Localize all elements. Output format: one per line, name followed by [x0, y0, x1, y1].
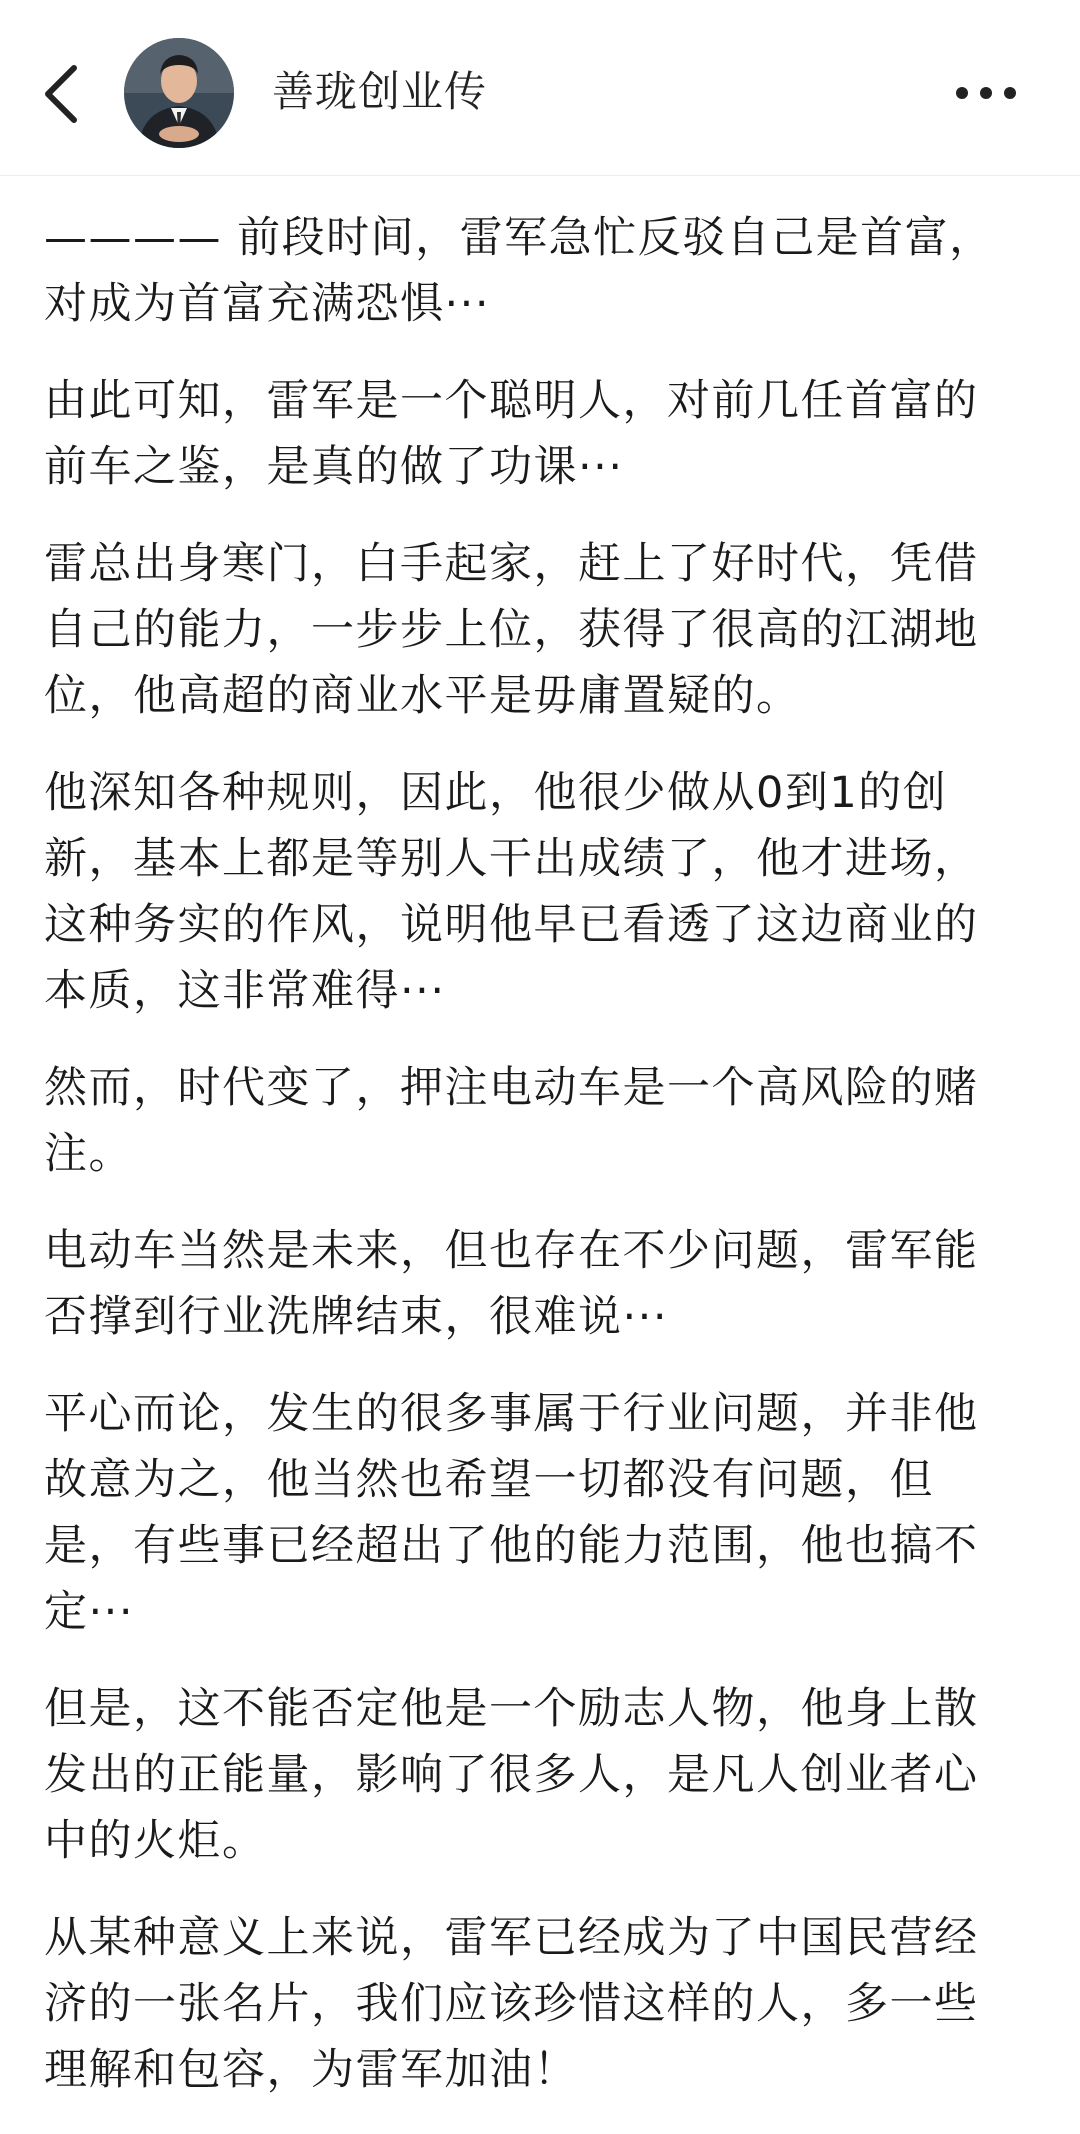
top-bar — [0, 0, 1080, 176]
author-name[interactable]: 善珑创业传 — [272, 67, 488, 116]
article-paragraph: ———— 前段时间，雷军急忙反驳自己是首富，对成为首富充满恐惧··· — [44, 213, 994, 329]
more-dots-icon — [936, 70, 1036, 116]
article-body — [44, 205, 1019, 2134]
article-paragraph: 但是，这不能否定他是一个励志人物，他身上散发出的正能量，影响了很多人，是凡人创业者心中的火炬。 — [44, 1684, 979, 1866]
article-paragraph: 雷总出身寒门，白手起家，赶上了好时代，凭借自己的能力，一步步上位，获得了很高的江湖地位，他高超的商业水平是毋庸置疑的。 — [44, 539, 979, 721]
more-options-button[interactable] — [936, 70, 1036, 116]
article-paragraph: 从某种意义上来说，雷军已经成为了中国民营经济的一张名片，我们应该珍惜这样的人，多一些理解和包容，为雷军加油！ — [44, 1913, 979, 2095]
article-paragraph: 由此可知，雷军是一个聪明人，对前几任首富的前车之鉴，是真的做了功课··· — [44, 376, 979, 492]
chevron-left-icon — [36, 54, 92, 134]
article-paragraph: 然而，时代变了，押注电动车是一个高风险的赌注。 — [44, 1063, 979, 1179]
article-paragraph: 电动车当然是未来，但也存在不少问题，雷军能否撑到行业洗牌结束，很难说··· — [44, 1226, 979, 1342]
back-button[interactable] — [36, 54, 92, 134]
article-paragraph: 他深知各种规则，因此，他很少做从0到1的创新，基本上都是等别人干出成绩了，他才进场，这种务实的作风，说明他早已看透了这边商业的本质，这非常难得··· — [44, 768, 979, 1016]
author-avatar[interactable] — [124, 38, 234, 148]
article-paragraph: 平心而论，发生的很多事属于行业问题，并非他故意为之，他当然也希望一切都没有问题，但是，有些事已经超出了他的能力范围，他也搞不定··· — [44, 1389, 979, 1637]
avatar-portrait-icon — [124, 38, 234, 148]
